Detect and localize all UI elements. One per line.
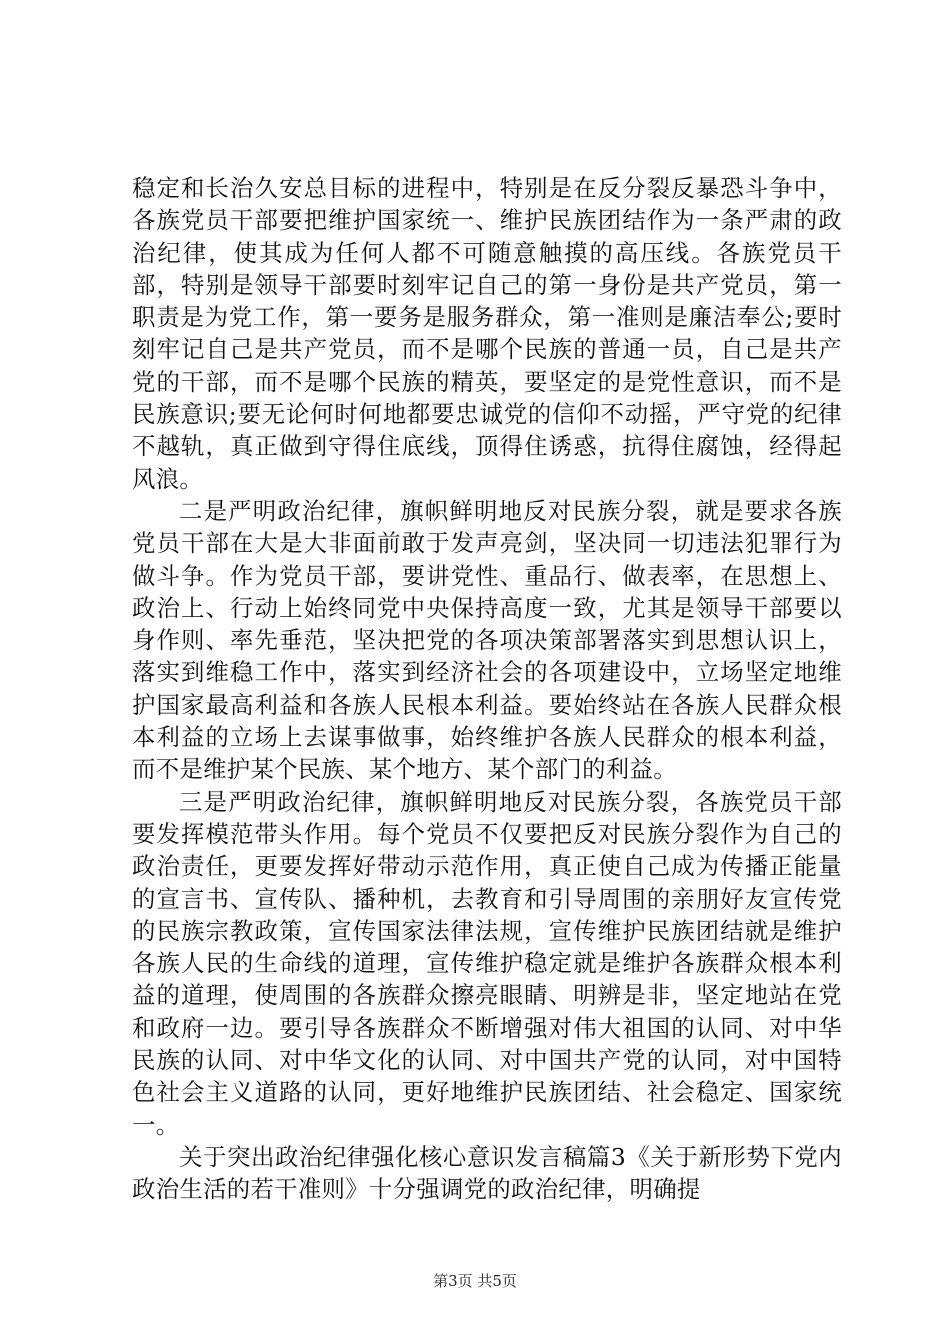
page-footer: 第3页 共5页 [433,1272,517,1290]
paragraph-2: 二是严明政治纪律，旗帜鲜明地反对民族分裂，就是要求各族党员干部在大是大非面前敢于发声亮剑，坚决同一切违法犯罪行为做斗争。作为党员干部，要讲党性、重品行、做表率，在思想上、政治上、行动上始终同党中央保持高度一致，尤其是领导干部要以身作则、率先垂范，坚决把党的各项决策部署落实到思想认识上，落实到维稳工作中，落实到经济社会的各项建设中，立场坚定地维护国家最高利益和各族人民根本利益。要始终站在各族人民群众根本利益的立场上去谋事做事，始终维护各族人民群众的根本利益，而不是维护某个民族、某个地方、某个部门的利益。 [132,496,842,784]
paragraph-4: 关于突出政治纪律强化核心意识发言稿篇3《关于新形势下党内政治生活的若干准则》十分强调党的政治纪律，明确提 [132,1142,842,1204]
paragraph-1: 稳定和长治久安总目标的进程中，特别是在反分裂反暴恐斗争中，各族党员干部要把维护国家统一、维护民族团结作为一条严肃的政治纪律，使其成为任何人都不可随意触摸的高压线。各族党员干部，特别是领导干部要时刻牢记自己的第一身份是共产党员，第一职责是为党工作，第一要务是服务群众，第一准则是廉洁奉公;要时刻牢记自己是共产党员，而不是哪个民族的普通一员，自己是共产党的干部，而不是哪个民族的精英，要坚定的是党性意识，而不是民族意识;要无论何时何地都要忠诚党的信仰不动摇，严守党的纪律不越轨，真正做到守得住底线，顶得住诱惑，抗得住腐蚀，经得起风浪。 [132,174,842,493]
document-body [132,172,842,1206]
paragraph-3: 三是严明政治纪律，旗帜鲜明地反对民族分裂，各族党员干部要发挥模范带头作用。每个党员不仅要把反对民族分裂作为自己的政治责任，更要发挥好带动示范作用，真正使自己成为传播正能量的宣言书、宣传队、播种机，去教育和引导周围的亲朋好友宣传党的民族宗教政策，宣传国家法律法规，宣传维护民族团结就是维护各族人民的生命线的道理，宣传维护稳定就是维护各族群众根本利益的道理，使周围的各族群众擦亮眼睛、明辨是非，坚定地站在党和政府一边。要引导各族群众不断增强对伟大祖国的认同、对中华民族的认同、对中华文化的认同、对中国共产党的认同，对中国特色社会主义道路的认同，更好地维护民族团结、社会稳定、国家统一。 [132,787,842,1139]
